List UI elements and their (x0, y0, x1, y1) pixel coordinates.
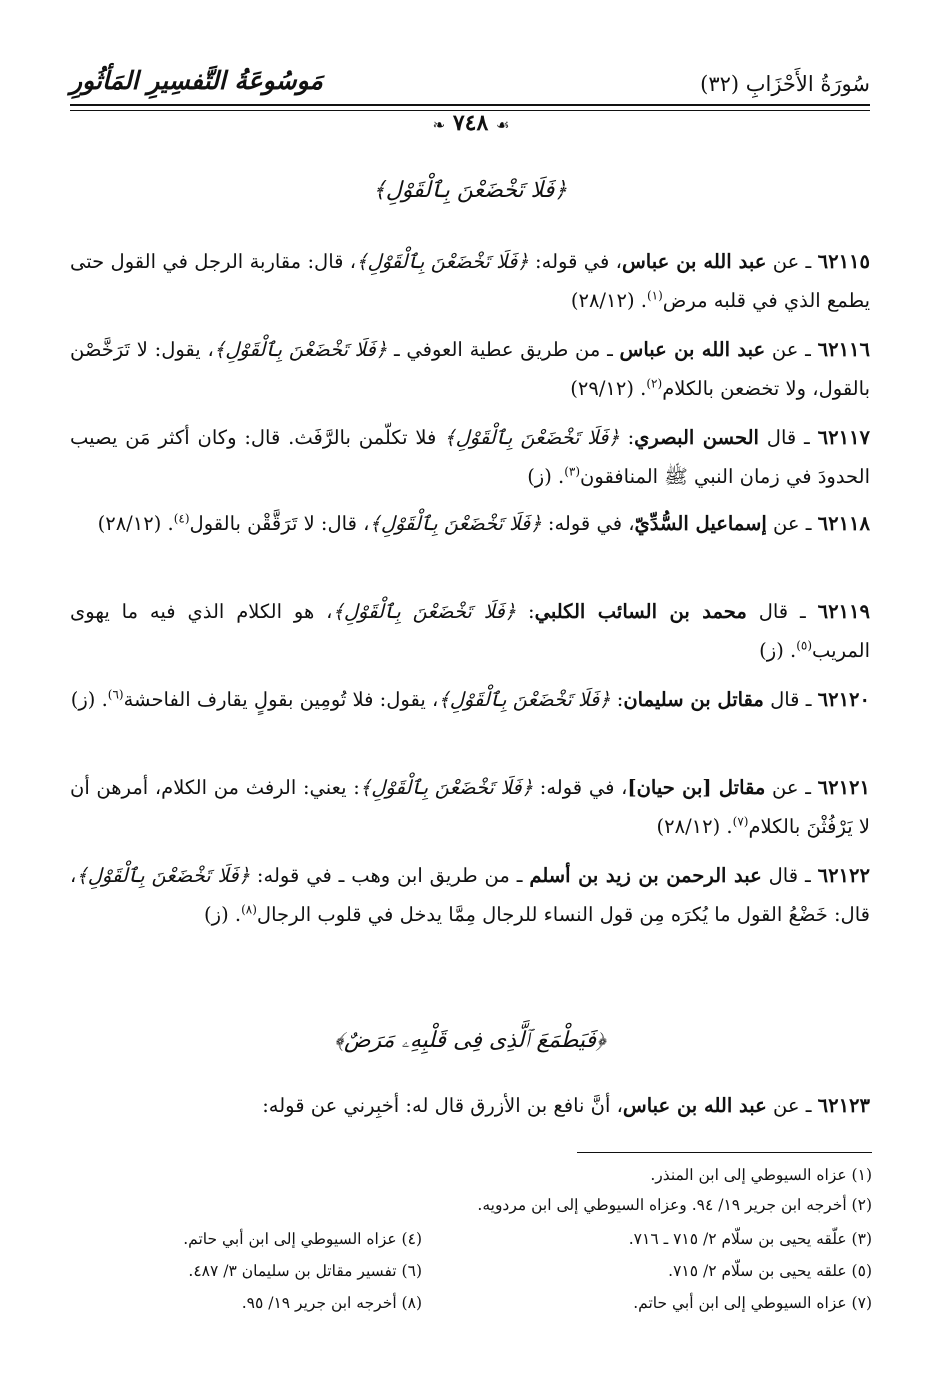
entry (70, 330, 870, 408)
entry-text: فلا تكلّمن بالرَّفَث. قال: وكان أكثر مَن يصيب الحدودَ في زمان النبي ﷺ المنافقون (70, 426, 870, 488)
entry-text: ، قال: مقاربة الرجل في القول حتى يطمع الذي في قلبه مرض (70, 250, 870, 312)
entry (70, 504, 870, 543)
entry-text: ، في قوله: (541, 512, 635, 535)
narrator-name: عبد الله بن عباس (622, 1094, 767, 1117)
entry-text: ـ قال (763, 688, 818, 711)
section-heading: ﴿فَيَطْمَعَ ٱلَّذِى فِى قَلْبِهِۦ مَرَضٌ﴾ (334, 1028, 606, 1053)
footnote-ref: (٨) (241, 902, 257, 917)
entry-text: ٦٢١١٦ (817, 338, 870, 361)
quran-quote: ﴿فَلَا تَخْضَعْنَ بِٱلْقَوْلِ﴾ (444, 426, 620, 449)
quran-quote: ﴿فَلَا تَخْضَعْنَ بِٱلْقَوْلِ﴾ (76, 864, 251, 887)
entry-text: ـ عن (766, 250, 818, 273)
entry (70, 418, 870, 496)
footnote: (٢) أخرجه ابن جرير ١٩/ ٩٤. وعزاه السيوطي إلى ابن مردويه. (477, 1196, 872, 1214)
entry-text: ـ قال (758, 426, 818, 449)
footnote-ref: (٥) (796, 638, 813, 653)
footnote-ref: (٢) (646, 376, 663, 391)
section-heading: ﴿فَلَا تَخْضَعْنَ بِٱلْقَوْلِ﴾ (372, 178, 568, 203)
quran-quote: ﴿فَلَا تَخْضَعْنَ بِٱلْقَوْلِ﴾ (332, 600, 517, 623)
entry (70, 1086, 870, 1125)
entry-text: . (٢٨/١٢) (570, 289, 647, 312)
entry-text: ، يقول: لا تَرَخَّصْن بالقول، ولا تخضعن بالكلام (70, 338, 870, 400)
footnote: (٤) عزاه السيوطي إلى ابن أبي حاتم. (183, 1230, 422, 1248)
narrator-name: عبد الله بن عباس (619, 338, 766, 361)
ornament-icon: ❧ (432, 116, 446, 134)
footnote-ref: (٣) (564, 464, 581, 479)
footnote: (١) عزاه السيوطي إلى ابن المنذر. (650, 1166, 872, 1184)
entry-text: ـ من طريق ابن وهب ـ في قوله: (250, 864, 530, 887)
entry-text: ، في قوله: (528, 250, 622, 273)
page-number: ٧٤٨ (452, 110, 489, 136)
entry-text: . (٢٨/١٢) (97, 512, 174, 535)
entry-text: ـ قال (761, 864, 818, 887)
entry-text: . (ز) (527, 465, 565, 488)
entry-text: . (٢٨/١٢) (656, 815, 733, 838)
quran-quote: ﴿فَلَا تَخْضَعْنَ بِٱلْقَوْلِ﴾ (213, 338, 388, 361)
entry (70, 680, 870, 719)
narrator-name: الحسن البصري (634, 426, 759, 449)
footnote-ref: (٦) (107, 687, 124, 702)
entry (70, 856, 870, 934)
footnote-rule (577, 1152, 872, 1153)
book-title: مَوسُوعَةُ التَّفسِيرِ المَأثُورِ (70, 66, 323, 95)
entry (70, 242, 870, 320)
footnote-ref: (٤) (173, 511, 190, 526)
entry-text: : (610, 688, 624, 711)
entry-text: ، يقول: فلا تُومِين بقولٍ يقارف الفاحشة (123, 688, 439, 711)
entry-text: ٦٢١٢٢ (817, 864, 870, 887)
entry-text: ٦٢١١٧ (817, 426, 870, 449)
footnote: (٧) عزاه السيوطي إلى ابن أبي حاتم. (633, 1294, 872, 1312)
quran-quote: ﴿فَلَا تَخْضَعْنَ بِٱلْقَوْلِ﴾ (359, 776, 534, 799)
entry-text: : (619, 426, 635, 449)
footnote-ref: (٧) (732, 814, 749, 829)
running-header (70, 62, 870, 106)
entry-text: ـ من طريق عطية العوفي ـ (387, 338, 620, 361)
entry-text: ، هو الكلام الذي فيه ما يهوى المريب (70, 600, 870, 662)
footnote: (٣) علّقه يحيى بن سلّام ٢/ ٧١٥ ـ ٧١٦. (628, 1230, 872, 1248)
entry-text: ، قال: لا تَرَقَّقْن بالقول (189, 512, 370, 535)
narrator-name: عبد الرحمن بن زيد بن أسلم (529, 864, 762, 887)
entry-text: : (516, 600, 535, 623)
header-rule (70, 104, 870, 106)
entry-text: . (ز) (204, 903, 242, 926)
footnote: (٨) أخرجه ابن جرير ١٩/ ٩٥. (241, 1294, 422, 1312)
page-number-row (0, 110, 942, 136)
entry-text: ٦٢١٢٠ (817, 688, 870, 711)
entry-text: ٦٢١٢٣ (817, 1094, 870, 1117)
narrator-name: مقاتل [بن حيان] (627, 776, 766, 799)
entry-text: ٦٢١٢١ (817, 776, 870, 799)
quran-quote: ﴿فَلَا تَخْضَعْنَ بِٱلْقَوْلِ﴾ (356, 250, 529, 273)
entry-text: ٦٢١١٩ (817, 600, 870, 623)
entry-text: ، في قوله: (533, 776, 628, 799)
entry-text: . (ز) (759, 639, 797, 662)
narrator-name: محمد بن السائب الكلبي (534, 600, 747, 623)
entry (70, 592, 870, 670)
narrator-name: عبد الله بن عباس (621, 250, 767, 273)
ornament-icon: ☙ (495, 116, 510, 134)
narrator-name: مقاتل بن سليمان (623, 688, 764, 711)
entry-text: ـ عن (765, 338, 818, 361)
footnote: (٥) علقه يحيى بن سلّام ٢/ ٧١٥. (668, 1262, 872, 1280)
footnote-ref: (١) (646, 288, 663, 303)
entry-text: : يعني: الرفث من الكلام، أمرهن أن لا يَرْفُثْنَ بالكلام (70, 776, 870, 838)
entry-text: ، قال: خَضْعُ القول ما يُكرَه مِن قول النساء للرجال مِمَّا يدخل في قلوب الرجال (70, 864, 870, 926)
entry-text: . (٢٩/١٢) (570, 377, 647, 400)
entry-text: ، أنَّ نافع بن الأزرق قال له: أخبِرني عن قوله: (262, 1094, 623, 1117)
entry-text: ـ عن (766, 1094, 818, 1117)
entry-text: ـ عن (766, 512, 818, 535)
entry-text: ٦٢١١٨ (817, 512, 870, 535)
quran-quote: ﴿فَلَا تَخْضَعْنَ بِٱلْقَوْلِ﴾ (369, 512, 542, 535)
surah-title: سُورَةُ الأَحْزَابِ (٣٢) (700, 72, 870, 96)
entry-text: ـ عن (765, 776, 818, 799)
entry-text: ٦٢١١٥ (817, 250, 870, 273)
entry-text: . (ز) (70, 688, 108, 711)
quran-quote: ﴿فَلَا تَخْضَعْنَ بِٱلْقَوْلِ﴾ (438, 688, 611, 711)
entry-text: ـ قال (746, 600, 818, 623)
narrator-name: إسماعيل السُّدِّيّ (634, 512, 767, 535)
footnote: (٦) تفسير مقاتل بن سليمان ٣/ ٤٨٧. (188, 1262, 422, 1280)
entry (70, 768, 870, 846)
